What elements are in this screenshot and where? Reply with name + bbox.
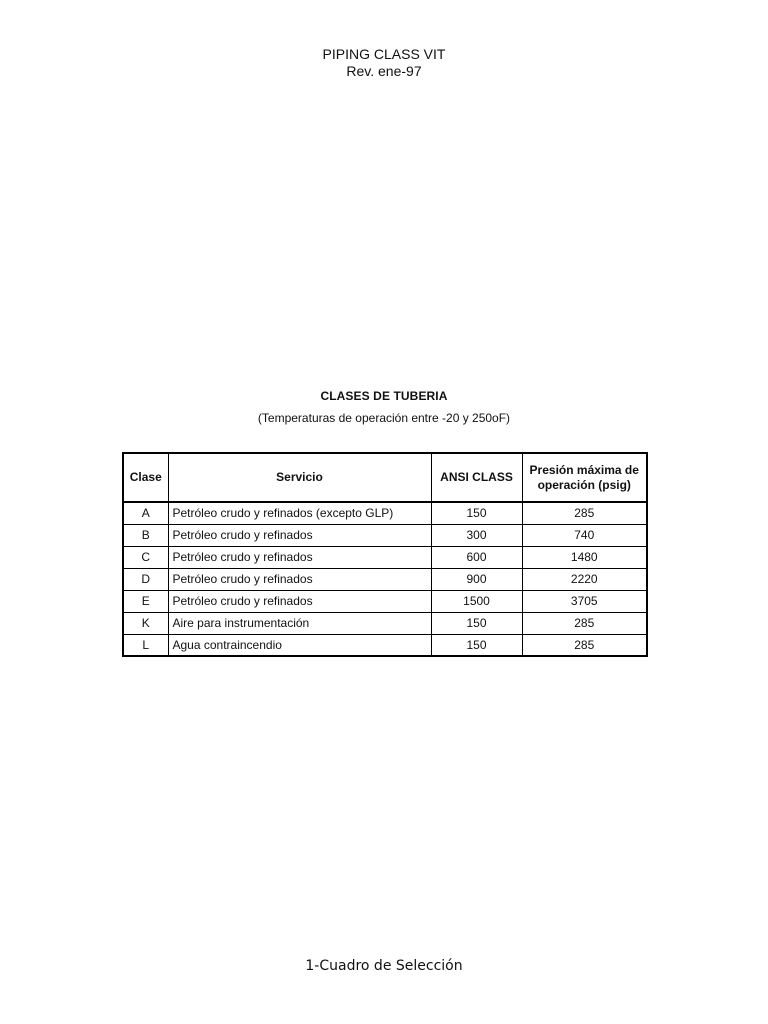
- header-servicio: Servicio: [168, 453, 431, 502]
- header-presion-line1: Presión máxima de: [529, 462, 639, 477]
- cell-servicio: Aire para instrumentación: [168, 612, 431, 634]
- cell-presion: 2220: [522, 568, 647, 590]
- header-clase: Clase: [123, 453, 168, 502]
- piping-class-table: [122, 452, 648, 657]
- cell-clase: D: [123, 568, 168, 590]
- table-title: CLASES DE TUBERIA: [320, 389, 448, 403]
- header-ansi-class: ANSI CLASS: [431, 453, 522, 502]
- cell-ansi: 150: [431, 502, 522, 524]
- cell-presion: 3705: [522, 590, 647, 612]
- header-presion-line2: operación (psig): [537, 477, 631, 492]
- cell-servicio: Petróleo crudo y refinados (excepto GLP): [168, 502, 431, 524]
- cell-servicio: Petróleo crudo y refinados: [168, 546, 431, 568]
- document-header: [0, 46, 768, 80]
- table-row: [123, 634, 647, 656]
- document-revision: Rev. ene-97: [346, 63, 422, 79]
- cell-presion: 285: [522, 634, 647, 656]
- table-row: [123, 590, 647, 612]
- table-row: [123, 524, 647, 546]
- header-presion: [522, 453, 647, 502]
- cell-servicio: Petróleo crudo y refinados: [168, 568, 431, 590]
- cell-ansi: 900: [431, 568, 522, 590]
- cell-clase: C: [123, 546, 168, 568]
- cell-clase: E: [123, 590, 168, 612]
- cell-presion: 1480: [522, 546, 647, 568]
- cell-ansi: 150: [431, 634, 522, 656]
- cell-ansi: 150: [431, 612, 522, 634]
- cell-servicio: Petróleo crudo y refinados: [168, 590, 431, 612]
- cell-presion: 285: [522, 612, 647, 634]
- cell-ansi: 300: [431, 524, 522, 546]
- table-row: [123, 612, 647, 634]
- cell-ansi: 600: [431, 546, 522, 568]
- cell-presion: 740: [522, 524, 647, 546]
- cell-ansi: 1500: [431, 590, 522, 612]
- table-subtitle: (Temperaturas de operación entre -20 y 250oF): [257, 411, 511, 425]
- table-row: [123, 502, 647, 524]
- table-header-row: [123, 453, 647, 502]
- table-row: [123, 568, 647, 590]
- page-footer: 1-Cuadro de Selección: [305, 958, 463, 974]
- table-row: [123, 546, 647, 568]
- cell-presion: 285: [522, 502, 647, 524]
- cell-clase: B: [123, 524, 168, 546]
- cell-servicio: Agua contraincendio: [168, 634, 431, 656]
- cell-clase: A: [123, 502, 168, 524]
- cell-clase: L: [123, 634, 168, 656]
- document-title: PIPING CLASS VIT: [322, 46, 446, 62]
- cell-servicio: Petróleo crudo y refinados: [168, 524, 431, 546]
- cell-clase: K: [123, 612, 168, 634]
